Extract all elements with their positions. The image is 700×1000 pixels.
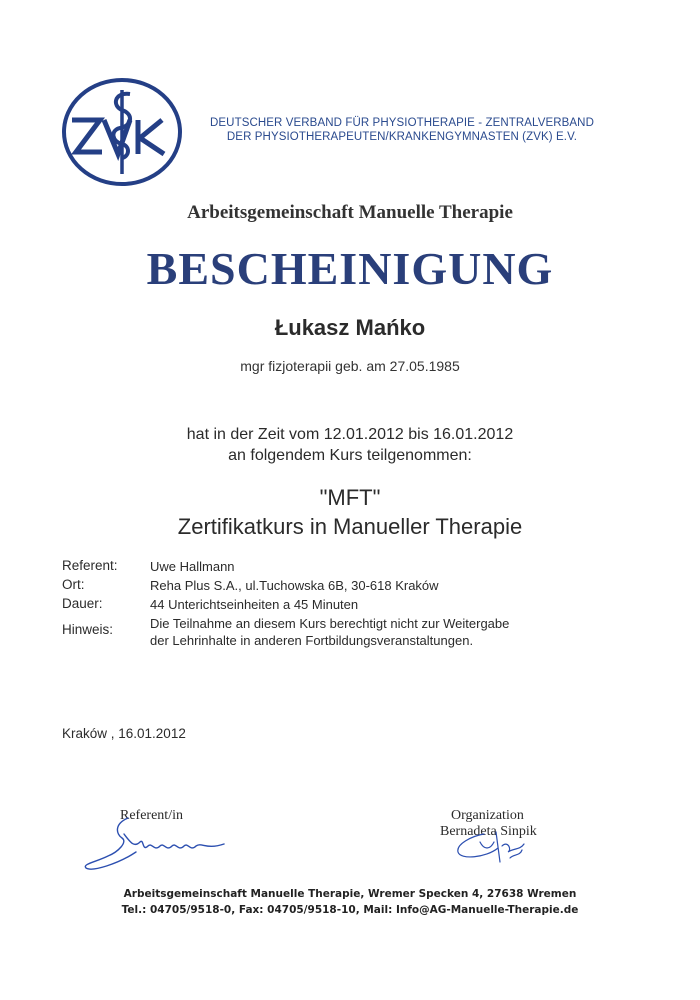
footer-contacts: Tel.: 04705/9518-0, Fax: 04705/9518-10, Mail: Info@AG-Manuelle-Therapie.de: [121, 904, 579, 916]
organization-name: [192, 116, 612, 144]
organizer-name: Bernadeta Sinpik: [440, 824, 537, 839]
organization-line-2: DER PHYSIOTHERAPEUTEN/KRANKENGYMNASTEN (ZVK) E.V.: [226, 131, 578, 143]
course-full-name: Zertifikatkurs in Manueller Therapie: [177, 514, 523, 539]
period-line-2: an folgendem Kurs teilgenommen:: [228, 447, 472, 464]
detail-row-dauer: [62, 596, 622, 613]
recipient-degree: mgr fizjoterapii geb. am 27.05.1985: [240, 358, 460, 374]
referent-value: Uwe Hallmann: [150, 559, 235, 574]
place-and-date: Kraków , 16.01.2012: [62, 726, 186, 741]
detail-row-referent: [62, 558, 622, 575]
hinweis-value-line-2: der Lehrinhalte in anderen Fortbildungsveranstaltungen.: [150, 633, 474, 648]
footer-contact: [0, 886, 700, 918]
working-group-heading: Arbeitsgemeinschaft Manuelle Therapie: [187, 202, 513, 223]
dauer-label: Dauer:: [62, 596, 103, 611]
detail-row-ort: [62, 577, 622, 594]
certificate-title: BESCHEINIGUNG: [146, 243, 554, 294]
organizer-signature: [450, 828, 540, 870]
organization-line-1: DEUTSCHER VERBAND FÜR PHYSIOTHERAPIE - ZENTRALVERBAND: [209, 117, 594, 129]
dauer-value: 44 Unterichtseinheiten a 45 Minuten: [150, 597, 359, 612]
hinweis-value-line-1: Die Teilnahme an diesem Kurs berechtigt nicht zur Weitergabe: [150, 616, 510, 631]
period-statement: [0, 424, 700, 466]
course-title: [0, 483, 700, 541]
recipient-name: Łukasz Mańko: [274, 315, 426, 340]
hinweis-label: Hinweis:: [62, 622, 114, 637]
course-short-name: "MFT": [319, 485, 381, 510]
referent-signature-label: Referent/in: [120, 808, 183, 823]
ort-value: Reha Plus S.A., ul.Tuchowska 6B, 30-618 Kraków: [150, 578, 439, 593]
referent-signature: [78, 812, 238, 874]
ort-label: Ort:: [62, 577, 85, 592]
organization-signature-label: Organization: [451, 808, 524, 823]
detail-row-hinweis: [62, 615, 622, 649]
footer-address: Arbeitsgemeinschaft Manuelle Therapie, Wremer Specken 4, 27638 Wremen: [123, 888, 577, 900]
period-line-1: hat in der Zeit vom 12.01.2012 bis 16.01.2012: [186, 426, 514, 443]
referent-label: Referent:: [62, 558, 118, 573]
zvk-logo: [60, 76, 184, 188]
